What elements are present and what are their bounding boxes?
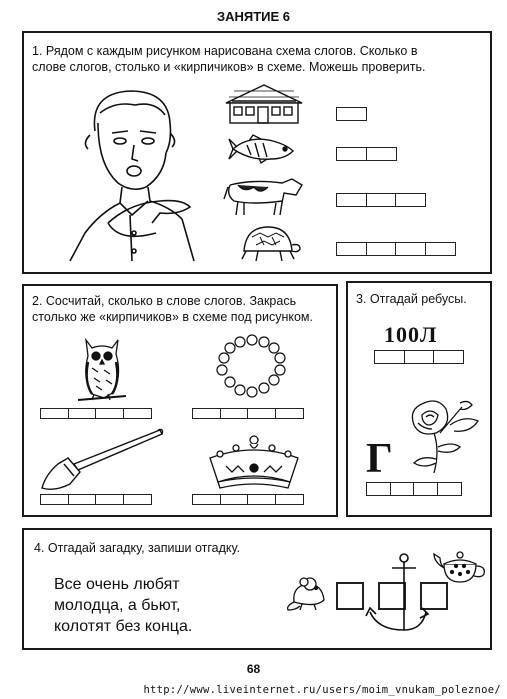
beads-icon: [214, 336, 288, 398]
task3-text: 3. Отгадай ребусы.: [356, 292, 467, 306]
brick[interactable]: [366, 242, 397, 256]
brick[interactable]: [95, 494, 124, 505]
riddle-line-2: молодца, а бьют,: [54, 597, 181, 614]
anchor-icon: [364, 552, 430, 636]
task2-line-2: столько же «кирпичиков» в схеме под рисунком.: [32, 310, 313, 324]
task4-box: [22, 528, 492, 650]
task2-line-1: 2. Сосчитай, сколько в слове слогов. Закрась: [32, 294, 297, 308]
riddle-text: [54, 574, 192, 637]
brick[interactable]: [336, 193, 367, 207]
task1-line-1: 1. Рядом с каждым рисунком нарисована схема слогов. Сколько в: [32, 44, 418, 58]
brick[interactable]: [68, 408, 97, 419]
brick-scheme-owl: [40, 408, 150, 419]
turtle-icon: [236, 223, 302, 263]
task1-text: [32, 43, 484, 75]
cow-icon: [224, 175, 304, 217]
brick[interactable]: [366, 193, 397, 207]
brick[interactable]: [68, 494, 97, 505]
brick[interactable]: [366, 482, 391, 496]
brick[interactable]: [220, 494, 249, 505]
brick[interactable]: [395, 242, 426, 256]
mouse-icon: [286, 572, 332, 612]
crown-icon: [206, 432, 302, 490]
page-number: 68: [246, 662, 261, 676]
brick-scheme-beads: [192, 408, 302, 419]
brick[interactable]: [192, 494, 221, 505]
brick-scheme-rebus2: [366, 482, 460, 496]
brick[interactable]: [425, 242, 456, 256]
task2-box: [22, 284, 338, 517]
brick-scheme-rebus1: [374, 350, 463, 364]
house-icon: [224, 83, 304, 125]
answer-square-1[interactable]: [336, 582, 364, 610]
brick[interactable]: [374, 350, 405, 364]
brick[interactable]: [123, 494, 152, 505]
brick-scheme-shovel: [40, 494, 150, 505]
riddle-line-1: Все очень любят: [54, 576, 180, 593]
brick-scheme-turtle: [336, 242, 454, 256]
brick[interactable]: [366, 147, 397, 161]
teapot-icon: [432, 548, 488, 586]
boy-icon: [60, 83, 200, 263]
brick[interactable]: [275, 494, 304, 505]
brick[interactable]: [336, 107, 367, 121]
brick[interactable]: [336, 147, 367, 161]
brick[interactable]: [275, 408, 304, 419]
page-title: ЗАНЯТИЕ 6: [216, 9, 291, 24]
rose-icon: [400, 395, 484, 475]
task3-box: [346, 281, 492, 517]
brick[interactable]: [247, 408, 276, 419]
rebus-g-letter: Г: [366, 436, 393, 482]
brick[interactable]: [390, 482, 415, 496]
brick[interactable]: [40, 494, 69, 505]
brick[interactable]: [247, 494, 276, 505]
shovel-icon: [40, 428, 164, 494]
task4-text: 4. Отгадай загадку, запиши отгадку.: [34, 541, 240, 555]
riddle-line-3: колотят без конца.: [54, 618, 193, 635]
fish-icon: [229, 133, 299, 165]
brick-scheme-fish: [336, 147, 395, 161]
task1-box: [22, 31, 492, 274]
brick[interactable]: [95, 408, 124, 419]
brick[interactable]: [220, 408, 249, 419]
brick-scheme-crown: [192, 494, 302, 505]
brick[interactable]: [404, 350, 435, 364]
task1-line-2: слове слогов, столько и «кирпичиков» в схеме. Можешь проверить.: [32, 60, 426, 74]
brick[interactable]: [123, 408, 152, 419]
brick[interactable]: [437, 482, 462, 496]
brick[interactable]: [433, 350, 464, 364]
owl-icon: [74, 334, 130, 408]
brick[interactable]: [192, 408, 221, 419]
source-url[interactable]: http://www.liveinternet.ru/users/moim_vnukam_poleznoe/: [143, 684, 501, 696]
task2-text: [32, 293, 332, 325]
brick-scheme-house: [336, 107, 366, 121]
brick[interactable]: [40, 408, 69, 419]
brick[interactable]: [413, 482, 438, 496]
brick[interactable]: [395, 193, 426, 207]
brick[interactable]: [336, 242, 367, 256]
rebus-100l: 100Л: [384, 322, 438, 347]
brick-scheme-cow: [336, 193, 425, 207]
